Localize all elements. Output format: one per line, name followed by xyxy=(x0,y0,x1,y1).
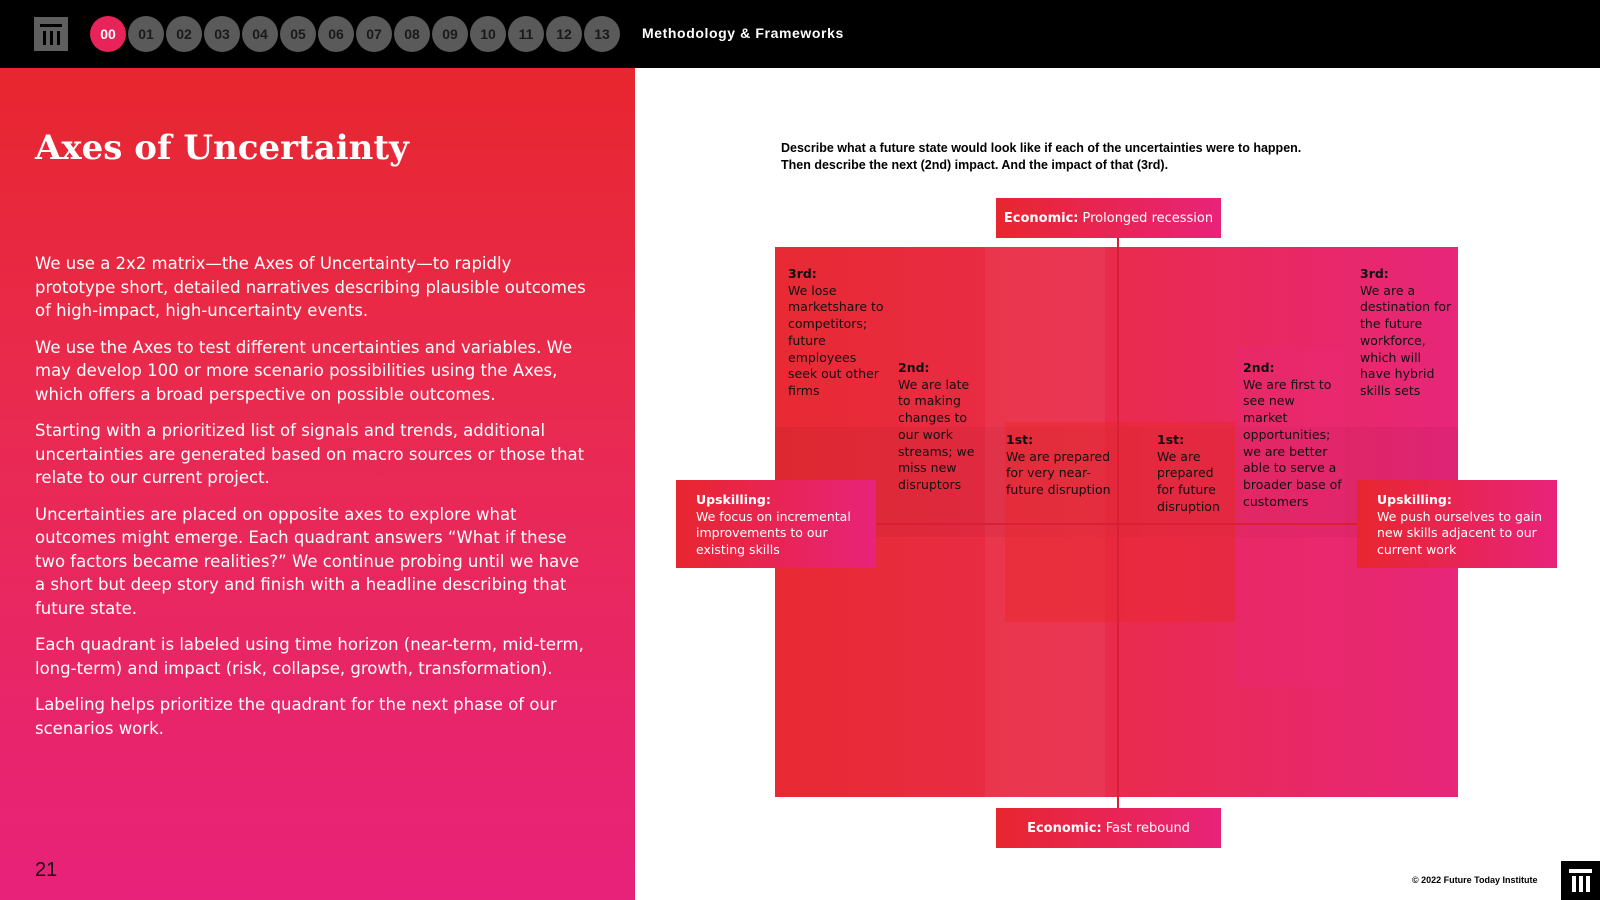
axis-title: Upskilling: xyxy=(696,492,771,507)
axis-label-left xyxy=(676,480,876,568)
impact-title: 3rd: xyxy=(1360,266,1389,281)
paragraph: We use a 2x2 matrix—the Axes of Uncertainty—to rapidly prototype short, detailed narratives describing plausible outcomes of high-impact, high-uncertainty events. xyxy=(35,254,586,320)
impact-text: We lose marketshare to competitors; future employees seek out other firms xyxy=(788,282,884,398)
nav-item-02[interactable]: 02 xyxy=(166,16,202,52)
impact-text: We are late to making changes to our work streams; we miss new disruptors xyxy=(898,376,975,492)
nav-item-06[interactable]: 06 xyxy=(318,16,354,52)
fti-mark-icon xyxy=(1561,861,1600,900)
nav-item-13[interactable]: 13 xyxy=(584,16,620,52)
fti-logo[interactable] xyxy=(34,17,68,51)
axis-label-top xyxy=(996,198,1221,238)
top-bar xyxy=(0,0,1600,68)
corner-logo xyxy=(1561,861,1600,900)
axis-title: Upskilling: xyxy=(1377,492,1452,507)
paragraph: Each quadrant is labeled using time horizon (near-term, mid-term, long-term) and impact (risk, collapse, growth, transformation). xyxy=(35,635,584,678)
section-nav xyxy=(90,16,620,52)
impact-text: We are first to see new market opportunities; we are better able to serve a broader base of customers xyxy=(1243,376,1342,509)
nav-item-07[interactable]: 07 xyxy=(356,16,392,52)
impact-text: We are prepared for future disruption xyxy=(1157,448,1220,514)
nav-item-11[interactable]: 11 xyxy=(508,16,544,52)
impact-text: We are prepared for very near-future disruption xyxy=(1006,448,1111,498)
nav-item-01[interactable]: 01 xyxy=(128,16,164,52)
axis-title: Economic: xyxy=(1027,820,1102,836)
body-text xyxy=(35,252,590,753)
nav-item-09[interactable]: 09 xyxy=(432,16,468,52)
page-number: 21 xyxy=(35,859,58,881)
impact-right-3rd xyxy=(1360,266,1452,400)
page-title: Axes of Uncertainty xyxy=(35,128,409,168)
nav-item-05[interactable]: 05 xyxy=(280,16,316,52)
nav-item-00[interactable]: 00 xyxy=(90,16,126,52)
impact-title: 1st: xyxy=(1157,432,1185,447)
impact-right-2nd xyxy=(1243,360,1343,510)
impact-text: We are a destination for the future workforce, which will have hybrid skills sets xyxy=(1360,282,1452,398)
nav-item-10[interactable]: 10 xyxy=(470,16,506,52)
instruction-line: Then describe the next (2nd) impact. And the impact of that (3rd). xyxy=(781,158,1169,172)
impact-title: 3rd: xyxy=(788,266,817,281)
impact-title: 2nd: xyxy=(898,360,930,375)
copyright: © 2022 Future Today Institute xyxy=(1412,875,1538,885)
impact-title: 1st: xyxy=(1006,432,1034,447)
nav-item-08[interactable]: 08 xyxy=(394,16,430,52)
axis-label-right xyxy=(1357,480,1557,568)
horizontal-axis-line xyxy=(875,523,1358,525)
paragraph: We use the Axes to test different uncertainties and variables. We may develop 100 or more scenario possibilities using the Axes, which offers a broad perspective on possible outcomes. xyxy=(35,337,573,404)
left-panel xyxy=(0,68,635,900)
impact-left-2nd xyxy=(898,360,980,494)
paragraph: Starting with a prioritized list of signals and trends, additional uncertainties are generated based on macro sources or those that relate to our current project. xyxy=(35,421,585,487)
axis-value: Fast rebound xyxy=(1105,820,1190,836)
nav-item-03[interactable]: 03 xyxy=(204,16,240,52)
nav-item-04[interactable]: 04 xyxy=(242,16,278,52)
impact-left-1st xyxy=(1006,432,1116,499)
impact-right-1st xyxy=(1157,432,1229,516)
instruction-line: Describe what a future state would look like if each of the uncertainties were to happen. xyxy=(781,141,1302,155)
impact-left-3rd xyxy=(788,266,888,400)
axis-value: We push ourselves to gain new skills adjacent to our current work xyxy=(1377,508,1543,557)
axis-title: Economic: xyxy=(1003,210,1079,226)
axis-value: Prolonged recession xyxy=(1082,210,1214,226)
nav-item-12[interactable]: 12 xyxy=(546,16,582,52)
paragraph: Labeling helps prioritize the quadrant for the next phase of our scenarios work. xyxy=(35,695,557,738)
paragraph: Uncertainties are placed on opposite axes to explore what outcomes might emerge. Each quadrant answers “What if these two factors became realities?” We continue probing until we have a short but deep story and finish with a headline describing that future state. xyxy=(35,504,580,618)
impact-title: 2nd: xyxy=(1243,360,1275,375)
axis-value: We focus on incremental improvements to our existing skills xyxy=(696,508,851,557)
diagram-instructions xyxy=(781,140,1381,174)
axis-label-bottom xyxy=(996,808,1221,848)
section-title: Methodology & Frameworks xyxy=(642,25,844,41)
